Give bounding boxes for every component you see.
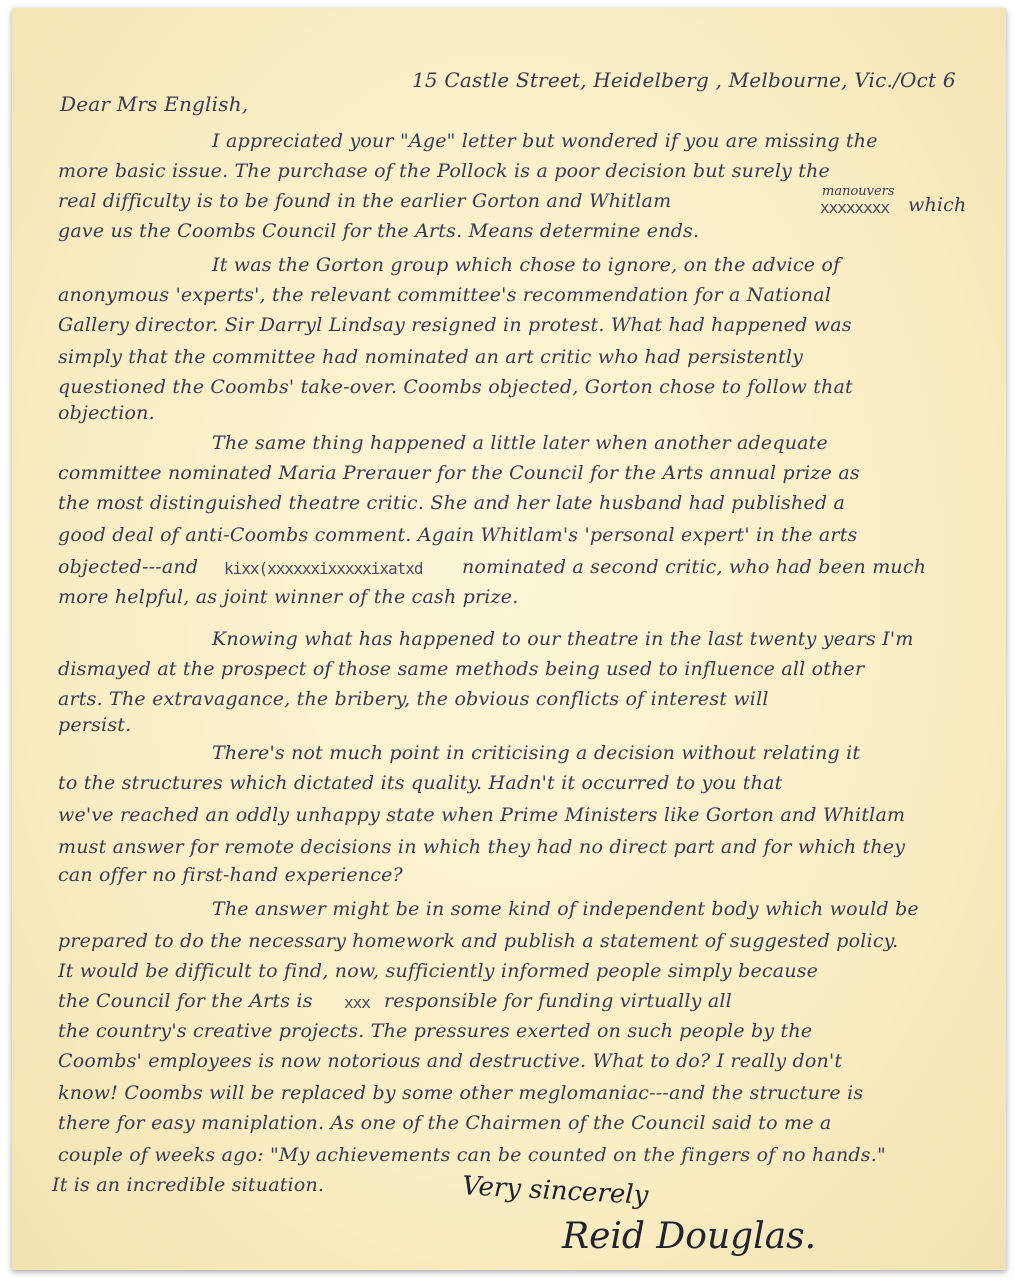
signature: Reid Douglas. [562,1216,817,1257]
body-line: gave us the Coombs Council for the Arts. Means determine ends. [58,220,700,242]
body-line: objection. [58,402,155,424]
struck-out-text: xxxxxxxx [820,198,890,217]
body-line: questioned the Coombs' take-over. Coombs objected, Gorton chose to follow that [58,376,853,398]
body-line: real difficulty is to be found in the earlier Gorton and Whitlam [58,190,672,212]
body-line: which [908,194,967,216]
body-line: anonymous 'experts', the relevant committee's recommendation for a National [58,284,832,306]
body-line: the most distinguished theatre critic. She and her late husband had published a [58,492,845,514]
closing: Very sincerely [461,1171,650,1211]
inserted-correction: manouvers [822,184,895,199]
body-line: arts. The extravagance, the bribery, the obvious conflicts of interest will [58,688,769,710]
body-line: simply that the committee had nominated an art critic who had persistently [58,346,804,368]
body-line: we've reached an oddly unhappy state when Prime Ministers like Gorton and Whitlam [58,804,906,826]
body-line: dismayed at the prospect of those same methods being used to influence all other [58,658,865,680]
body-line: The answer might be in some kind of independent body which would be [212,898,919,920]
body-line: must answer for remote decisions in which they had no direct part and for which they [58,836,906,858]
body-line: good deal of anti-Coombs comment. Again Whitlam's 'personal expert' in the arts [58,524,858,546]
body-line: more helpful, as joint winner of the cash prize. [58,586,519,608]
body-line: prepared to do the necessary homework and publish a statement of suggested policy. [58,930,899,952]
body-line: It would be difficult to find, now, sufficiently informed people simply because [58,960,819,982]
body-line: Coombs' employees is now notorious and destructive. What to do? I really don't [58,1050,843,1072]
body-line: objected---and [58,556,199,578]
body-line: committee nominated Maria Prerauer for the Council for the Arts annual prize as [58,462,860,484]
struck-out-text: xxx [344,993,370,1012]
body-line: the country's creative projects. The pressures exerted on such people by the [58,1020,813,1042]
body-line: responsible for funding virtually all [384,990,732,1012]
body-line: I appreciated your "Age" letter but wondered if you are missing the [212,130,878,152]
body-line: persist. [58,714,132,736]
body-line: the Council for the Arts is [58,990,313,1012]
body-line: Gallery director. Sir Darryl Lindsay resigned in protest. What had happened was [58,314,852,336]
body-line: know! Coombs will be replaced by some other meglomaniac---and the structure is [58,1082,864,1104]
body-line: The same thing happened a little later when another adequate [212,432,828,454]
letter-page [12,8,1006,1270]
body-line: to the structures which dictated its quality. Hadn't it occurred to you that [58,772,783,794]
body-line: It was the Gorton group which chose to ignore, on the advice of [212,254,841,276]
body-line: more basic issue. The purchase of the Pollock is a poor decision but surely the [58,160,830,182]
body-line: There's not much point in criticising a decision without relating it [212,742,861,764]
body-line: It is an incredible situation. [52,1174,325,1196]
body-line: Knowing what has happened to our theatre in the last twenty years I'm [212,628,914,650]
body-line: there for easy maniplation. As one of the Chairmen of the Council said to me a [58,1112,832,1134]
body-line: nominated a second critic, who had been much [462,556,927,578]
body-line: can offer no first-hand experience? [58,864,403,886]
body-line: couple of weeks ago: "My achievements can be counted on the fingers of no hands." [58,1144,886,1166]
struck-out-text: kixx(xxxxxxixxxxxixatxd [224,559,423,578]
salutation: Dear Mrs English, [60,92,249,116]
sender-address: 15 Castle Street, Heidelberg , Melbourne, Vic./Oct 6 [412,68,956,92]
